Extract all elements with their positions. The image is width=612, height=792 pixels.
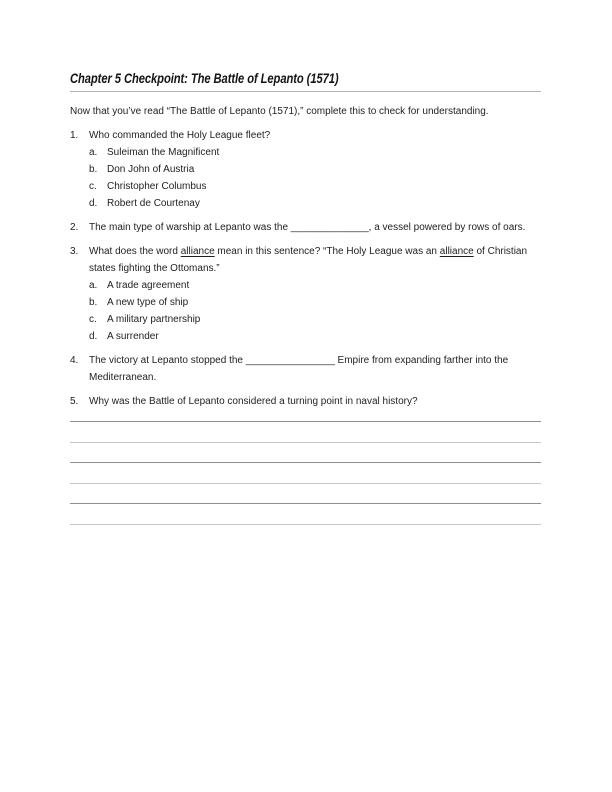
option-letter: a.: [89, 280, 98, 291]
option-letter: a.: [89, 147, 98, 158]
question-item: [70, 393, 541, 410]
question-item: [70, 219, 541, 236]
answer-line: [70, 483, 541, 504]
answer-option: [70, 144, 541, 161]
answer-line: [70, 503, 541, 524]
option-letter: c.: [89, 181, 97, 192]
question-text: [89, 393, 541, 410]
answer-option: [70, 294, 541, 311]
answer-line: [70, 442, 541, 463]
question-number: 1.: [70, 130, 79, 141]
question-text: [89, 243, 541, 277]
answer-option: [70, 328, 541, 345]
question-text-segment: The main type of warship at Lepanto was the ______________, a vessel powered by rows of oars.: [89, 222, 526, 233]
question-number: 5.: [70, 396, 79, 407]
option-letter: d.: [89, 198, 98, 209]
question-number: 4.: [70, 355, 79, 366]
question-stem: [70, 127, 541, 144]
answer-option: [70, 178, 541, 195]
option-text: Suleiman the Magnificent: [107, 147, 220, 158]
question-stem: [70, 352, 541, 386]
page-title: Chapter 5 Checkpoint: The Battle of Lepanto (1571): [70, 70, 339, 86]
question-stem: [70, 393, 541, 410]
answer-lines-area: [70, 421, 541, 544]
intro-text: Now that you’ve read “The Battle of Lepanto (1571),” complete this to check for understanding.: [70, 106, 489, 117]
option-text: A new type of ship: [107, 297, 189, 308]
question-item: [70, 352, 541, 386]
vocab-word-underlined: alliance: [180, 246, 215, 257]
answer-option: [70, 161, 541, 178]
question-list: [70, 127, 541, 410]
answer-option: [70, 277, 541, 294]
question-stem: [70, 243, 541, 277]
question-number: 3.: [70, 246, 79, 257]
option-letter: d.: [89, 331, 98, 342]
option-text: Don John of Austria: [107, 164, 195, 175]
option-text: A military partnership: [107, 314, 201, 325]
question-item: [70, 243, 541, 345]
question-text-segment: Who commanded the Holy League fleet?: [89, 130, 271, 141]
answer-option: [70, 195, 541, 212]
option-text: A trade agreement: [107, 280, 190, 291]
question-text: [89, 219, 541, 236]
question-number: 2.: [70, 222, 79, 233]
vocab-word-underlined: alliance: [439, 246, 474, 257]
question-text: [89, 352, 541, 386]
question-text-segment: mean in this sentence? “The Holy League was an: [214, 246, 440, 257]
answer-line: [70, 462, 541, 483]
question-text-segment: of Christian states fighting the Ottomans.”: [89, 246, 528, 274]
title-rule: [70, 70, 541, 92]
question-text: [89, 127, 541, 144]
option-letter: b.: [89, 164, 98, 175]
question-text-segment: Why was the Battle of Lepanto considered a turning point in naval history?: [89, 396, 418, 407]
question-stem: [70, 219, 541, 236]
option-text: Christopher Columbus: [107, 181, 207, 192]
option-text: Robert de Courtenay: [107, 198, 200, 209]
question-text-segment: The victory at Lepanto stopped the ________________ Empire from expanding farther into the Mediterranean.: [89, 355, 509, 383]
answer-option: [70, 311, 541, 328]
answer-line: [70, 524, 541, 545]
option-letter: c.: [89, 314, 97, 325]
question-item: [70, 127, 541, 212]
answer-line: [70, 421, 541, 442]
question-text-segment: What does the word: [89, 246, 181, 257]
option-text: A surrender: [107, 331, 159, 342]
option-letter: b.: [89, 297, 98, 308]
